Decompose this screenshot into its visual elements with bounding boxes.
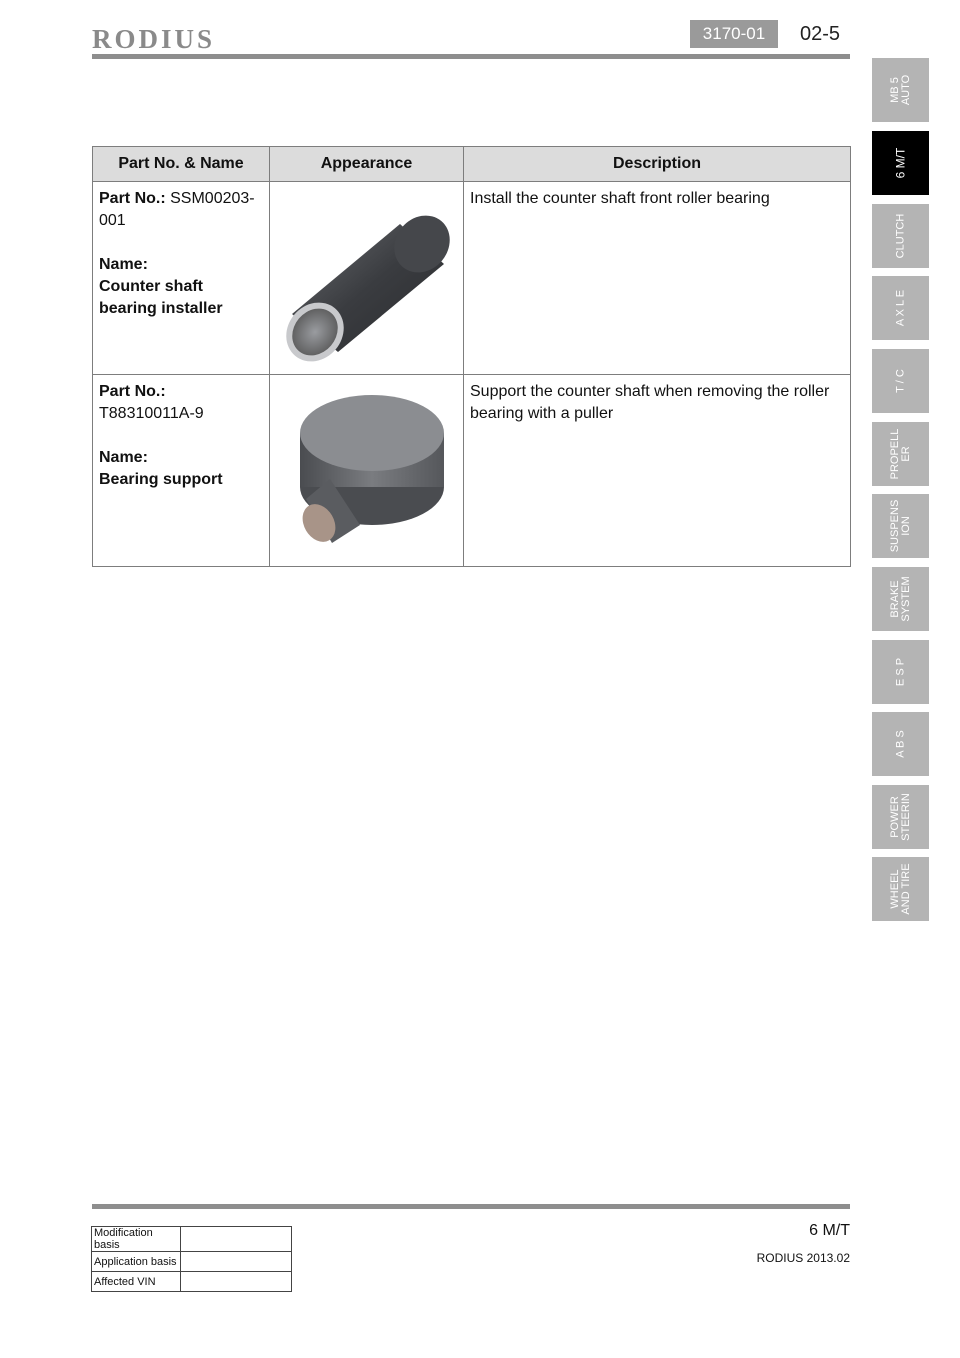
tab-brake-system[interactable] — [872, 567, 929, 631]
page-number: 02-5 — [800, 23, 841, 45]
part-cell — [93, 375, 270, 567]
tab-label: A X L E — [894, 289, 906, 327]
tab-label: BRAKE SYSTEM — [888, 576, 912, 622]
column-header-part: Part No. & Name — [93, 147, 270, 182]
tab-label: PROPELL ER — [888, 428, 912, 480]
modification-table — [91, 1226, 292, 1292]
mod-value — [181, 1252, 292, 1272]
tab-wheel-and-tire[interactable] — [872, 857, 929, 921]
tab-label: T / C — [894, 369, 906, 393]
special-tools-table — [92, 146, 851, 567]
bearing-installer-image — [272, 182, 462, 362]
description-cell: Install the counter shaft front roller bearing — [464, 182, 851, 375]
tab-label: E S P — [894, 657, 906, 687]
section-code-badge: 3170-01 — [690, 20, 778, 48]
table-row — [92, 1272, 292, 1292]
tab-label: POWER STEERIN — [888, 793, 912, 841]
tab-6mt[interactable] — [872, 131, 929, 195]
mod-label: Modification basis — [92, 1227, 181, 1252]
tab-axle[interactable] — [872, 276, 929, 340]
appearance-cell — [270, 375, 464, 567]
tab-suspension[interactable] — [872, 494, 929, 558]
mod-label: Application basis — [92, 1252, 181, 1272]
tab-label: 6 M/T — [893, 147, 907, 179]
bearing-support-image — [272, 375, 462, 554]
name-label: Name: — [99, 256, 148, 273]
mod-value — [181, 1272, 292, 1292]
table-row — [92, 1252, 292, 1272]
column-header-description: Description — [464, 147, 851, 182]
table-header-row — [93, 147, 851, 182]
name-label: Name: — [99, 449, 148, 466]
part-cell — [93, 182, 270, 375]
logo: RODIUS — [92, 24, 216, 54]
description-cell: Support the counter shaft when removing the roller bearing with a puller — [464, 375, 851, 567]
tab-esp[interactable] — [872, 640, 929, 704]
footer-rule — [92, 1204, 850, 1209]
mod-label: Affected VIN — [92, 1272, 181, 1292]
tab-label: WHEEL AND TIRE — [888, 863, 912, 915]
name-value: Counter shaft bearing installer — [99, 278, 223, 317]
part-no-label: Part No.: — [99, 190, 166, 207]
part-no-value: T88310011A-9 — [99, 405, 204, 422]
table-row — [93, 375, 851, 567]
tab-power-steering[interactable] — [872, 785, 929, 849]
tab-label: SUSPENS ION — [888, 499, 912, 553]
tab-mb5-auto[interactable] — [872, 58, 929, 122]
tab-label: CLUTCH — [894, 213, 906, 259]
footer-model: RODIUS 2013.02 — [756, 1251, 850, 1265]
tab-clutch[interactable] — [872, 204, 929, 268]
tab-label: A B S — [894, 730, 906, 758]
tab-propeller[interactable] — [872, 422, 929, 486]
column-header-appearance: Appearance — [270, 147, 464, 182]
footer-section-name: 6 M/T — [809, 1222, 850, 1239]
header-rule — [92, 54, 850, 59]
table-row — [92, 1227, 292, 1252]
tab-label: MB 5 AUTO — [888, 74, 912, 106]
part-no-label: Part No.: — [99, 383, 166, 400]
mod-value — [181, 1227, 292, 1252]
tab-abs[interactable] — [872, 712, 929, 776]
table-row — [93, 182, 851, 375]
tab-tc[interactable] — [872, 349, 929, 413]
name-value: Bearing support — [99, 471, 223, 488]
appearance-cell — [270, 182, 464, 375]
part-no-value: SSM00203-001 — [99, 190, 255, 229]
